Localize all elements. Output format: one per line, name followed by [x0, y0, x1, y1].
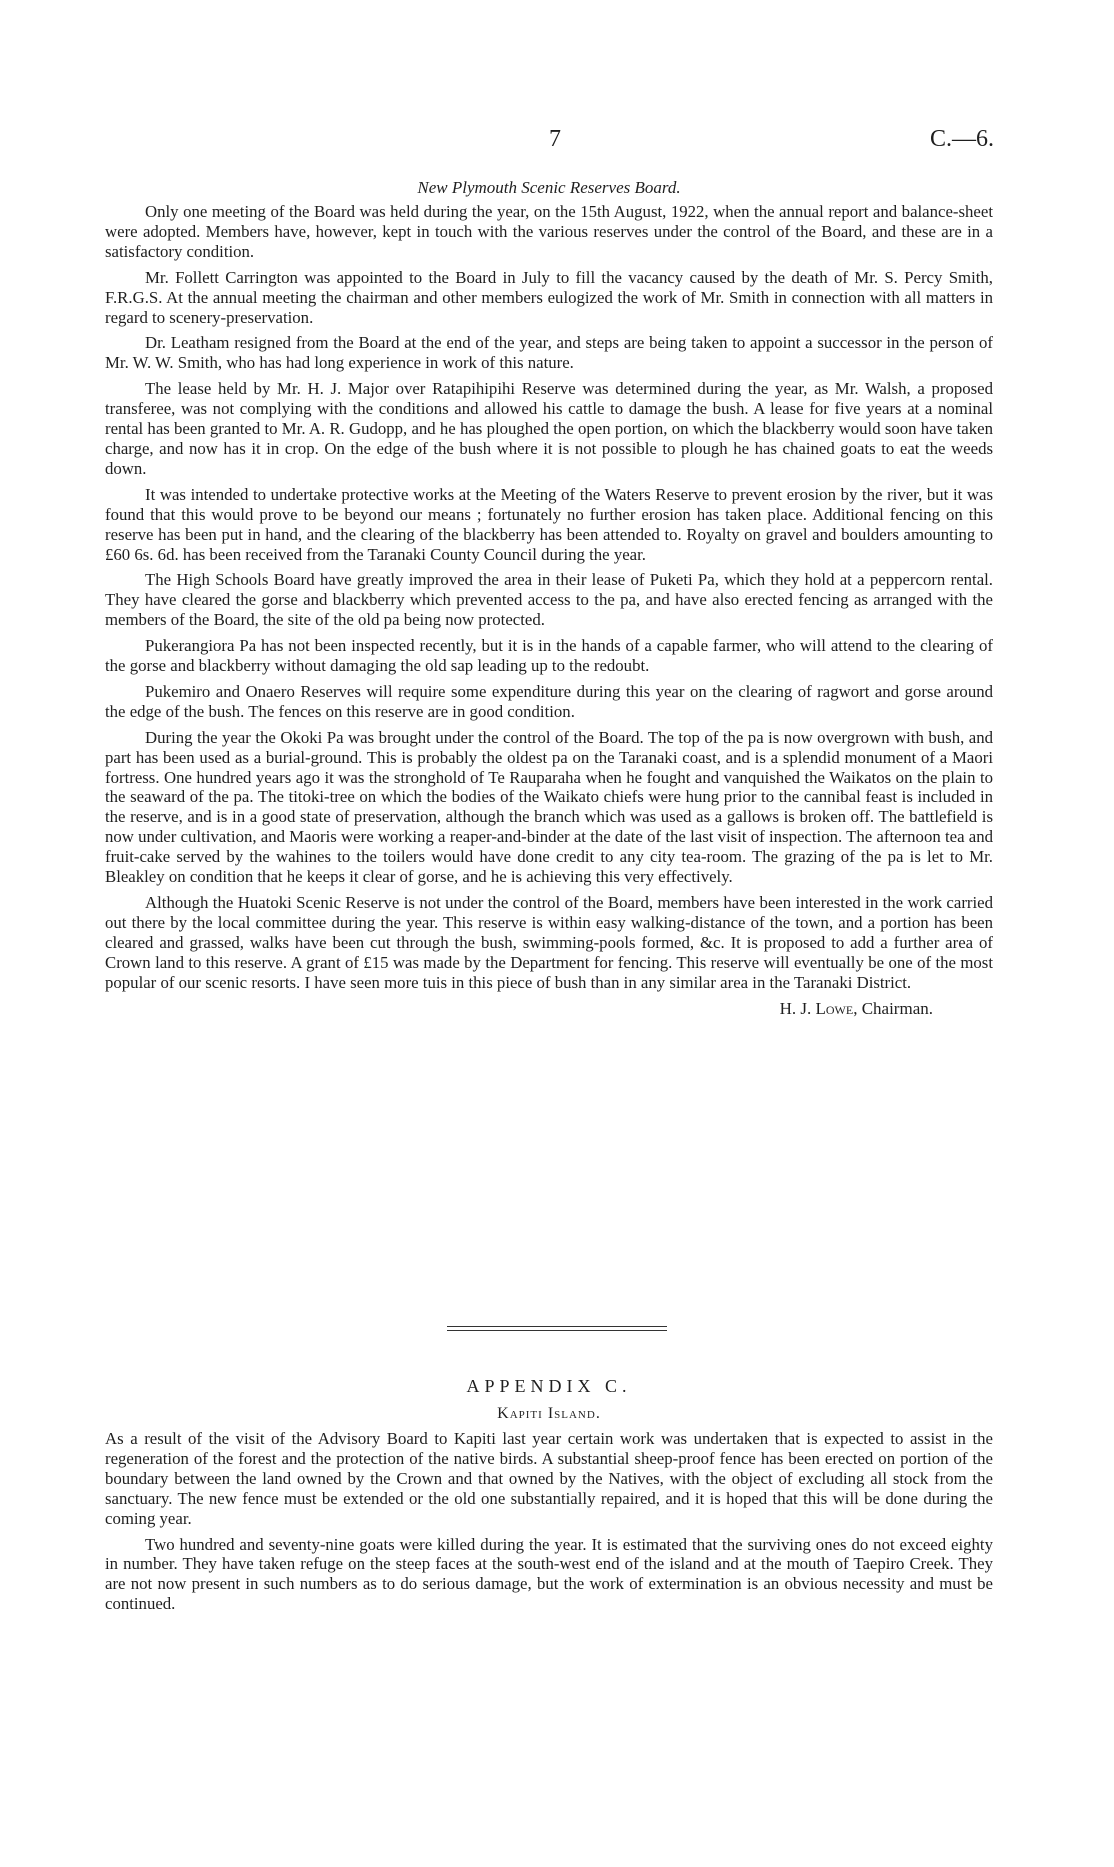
paragraph-9: During the year the Okoki Pa was brought under the control of the Board. The top of the pa is now overgrown with bush, and part has been used as a burial-ground. This is probably the oldest pa on the Taranaki coast, and is a splendid monument of a Maori fortress. One hundred years ago it was the stronghold of Te Rauparaha when he fought and vanquished the Waikatos on the plain to the seaward of the pa. The titoki-tree on which the bodies of the Waikato chiefs were hung prior to the cannibal feast is included in the reserve, and is in a good state of preservation, although the branch which was used as a gallows is broken off. The battlefield is now under cultivation, and Maoris were working a reaper-and-binder at the date of the last visit of inspection. The afternoon tea and fruit-cake served by the wahines to the toilers would have done credit to any city tea-room. The grazing of the pa is let to Mr. Bleakley on condition that he keeps it clear of gorse, and he is achieving this very effectively. [105, 727, 993, 887]
signature-title: Chairman. [861, 998, 933, 1018]
document-reference: C.—6. [929, 126, 994, 152]
paragraph-4: The lease held by Mr. H. J. Major over Ratapihipihi Reserve was determined during the year, as Mr. Walsh, a proposed transferee, was not complying with the conditions and allowed his cattle to damage the bush. A lease for five years at a nominal rental has been granted to Mr. A. R. Gudopp, and he has ploughed the open portion, on which the blackberry would soon have taken charge, and now has it in crop. On the edge of the bush where it is not possible to plough he has chained goats to eat the weeds down. [105, 379, 993, 478]
signature-name: H. J. Lowe, [779, 998, 858, 1018]
paragraph-2: Mr. Follett Carrington was appointed to the Board in July to fill the vacancy caused by the death of Mr. S. Percy Smith, F.R.G.S. At the annual meeting the chairman and other members eulogized the work of Mr. Smith in connection with all matters in regard to scenery-preservation. [105, 267, 993, 327]
signature [105, 999, 933, 1019]
page-number: 7 [549, 126, 561, 152]
appendix-title: APPENDIX C. [466, 1376, 632, 1396]
paragraph-10: Although the Huatoki Scenic Reserve is not under the control of the Board, members have been interested in the work carried out there by the local committee during the year. This reserve is within easy walking-distance of the town, and a portion has been cleared and grassed, walks have been cut through the bush, swimming-pools formed, &c. It is proposed to add a further area of Crown land to this reserve. A grant of £15 was made by the Department for fencing. This reserve will eventually be one of the most popular of our scenic resorts. I have seen more tuis in this piece of bush than in any similar area in the Taranaki District. [105, 893, 993, 992]
paragraph-8: Pukemiro and Onaero Reserves will require some expenditure during this year on the clearing of ragwort and gorse around the edge of the bush. The fences on this reserve are in good condition. [105, 681, 993, 721]
appendix-paragraph-2: Two hundred and seventy-nine goats were killed during the year. It is estimated that the surviving ones do not exceed eighty in number. They have taken refuge on the steep faces at the south-west end of the island and at the mouth of Taepiro Creek. They are not now present in such numbers as to do serious damage, but the work of extermination is an obvious necessity and must be continued. [105, 1534, 993, 1614]
paragraph-6: The High Schools Board have greatly improved the area in their lease of Puketi Pa, which they hold at a peppercorn rental. They have cleared the gorse and blackberry which prevented access to the pa, and have also erected fencing as arranged with the members of the Board, the site of the old pa being now protected. [105, 570, 993, 630]
paragraph-7: Pukerangiora Pa has not been inspected recently, but it is in the hands of a capable farmer, who will attend to the clearing of the gorse and blackberry without damaging the old sap leading up to the redoubt. [105, 636, 993, 676]
section-heading: New Plymouth Scenic Reserves Board. [417, 178, 681, 197]
scenic-reserves-section [105, 178, 993, 1019]
paragraph-5: It was intended to undertake protective works at the Meeting of the Waters Reserve to prevent erosion by the river, but it was found that this would prove to be beyond our means ; fortunately no further erosion has taken place. Additional fencing on this reserve has been put in hand, and the clearing of the blackberry has been attended to. Royalty on gravel and boulders amounting to £60 6s. 6d. has been received from the Taranaki County Council during the year. [105, 484, 993, 564]
paragraph-1: Only one meeting of the Board was held during the year, on the 15th August, 1922, when the annual report and balance-sheet were adopted. Members have, however, kept in touch with the various reserves under the control of the Board, and these are in a satisfactory condition. [105, 202, 993, 261]
appendix-paragraph-1: As a result of the visit of the Advisory Board to Kapiti last year certain work was undertaken that is expected to assist in the regeneration of the forest and the protection of the native birds. A substantial sheep-proof fence has been erected on portion of the boundary between the land owned by the Crown and that owned by the Natives, with the object of excluding all stock from the sanctuary. The new fence must be extended or the old one substantially repaired, and it is hoped that this will be done during the coming year. [105, 1429, 993, 1528]
section-divider [447, 1326, 667, 1327]
appendix-section [105, 1376, 993, 1620]
appendix-subtitle: Kapiti Island. [497, 1405, 601, 1422]
paragraph-3: Dr. Leatham resigned from the Board at the end of the year, and steps are being taken to appoint a successor in the person of Mr. W. W. Smith, who has had long experience in work of this nature. [105, 333, 993, 373]
